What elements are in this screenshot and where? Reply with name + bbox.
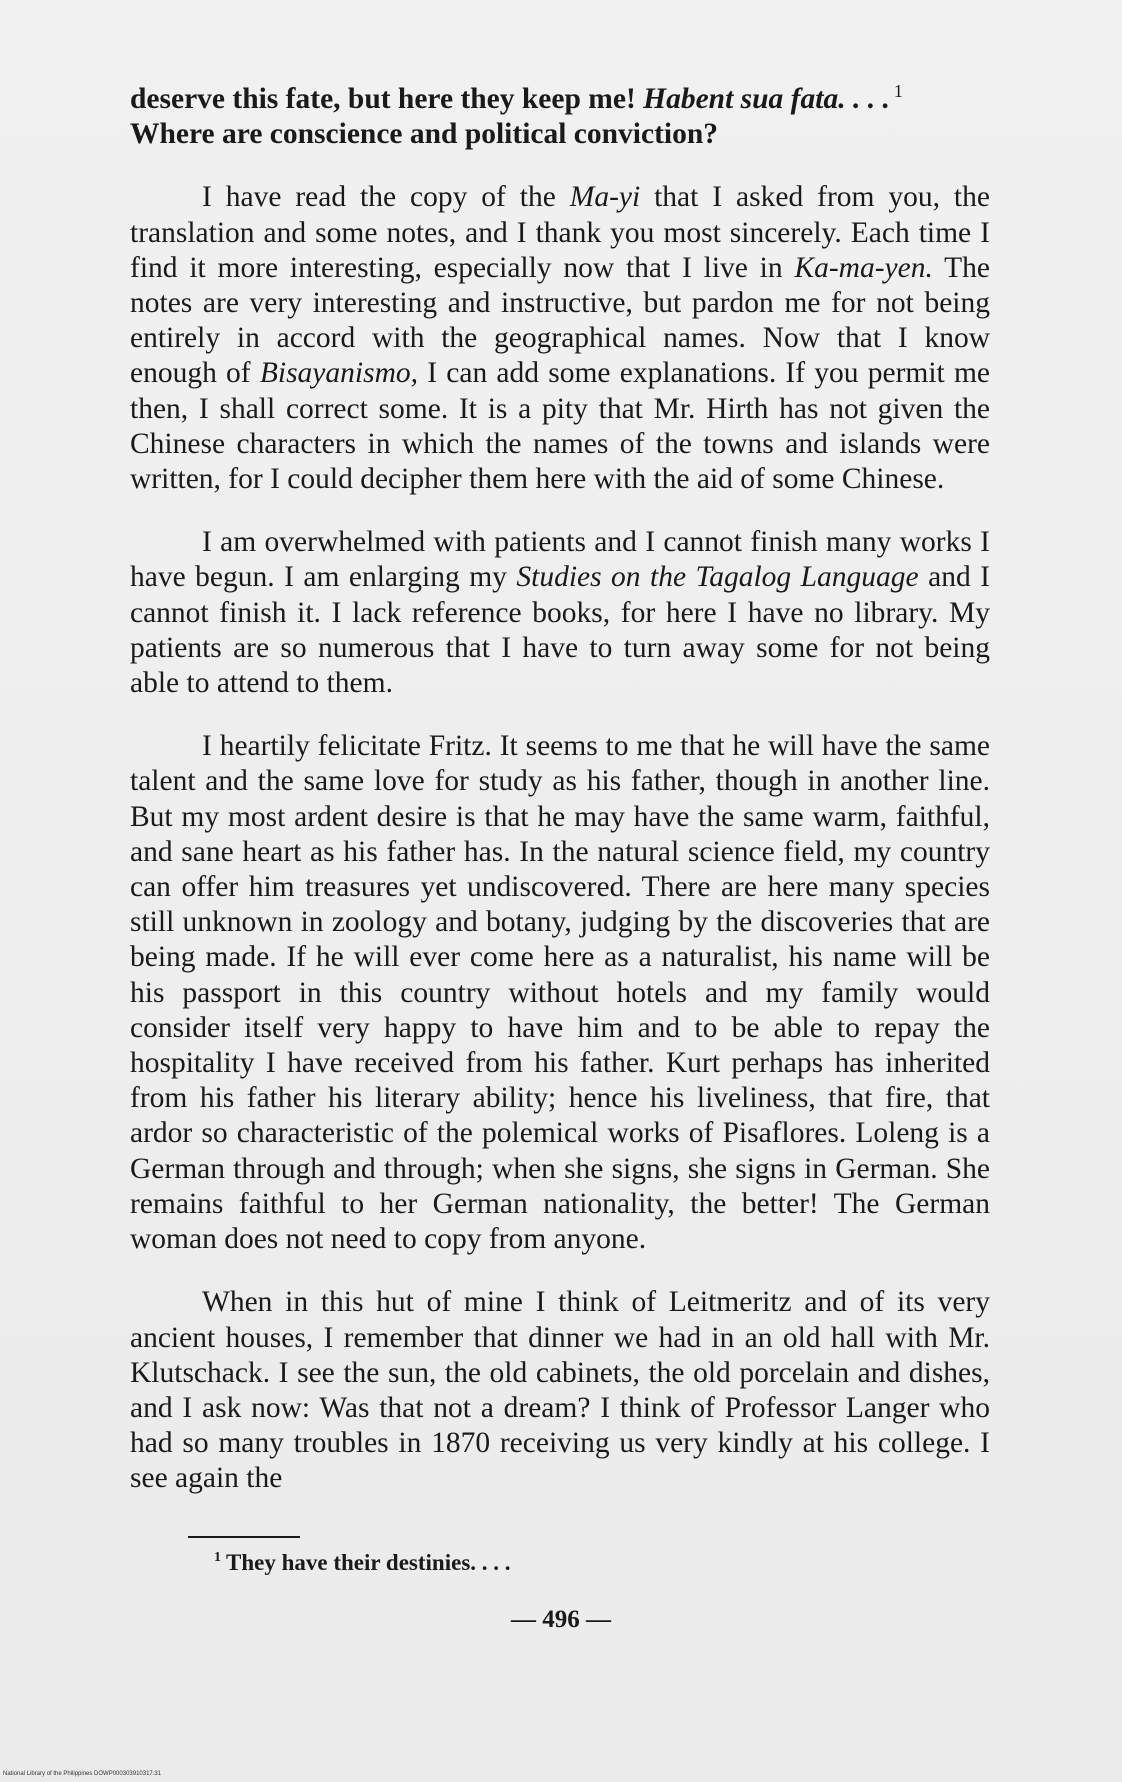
footnote-marker: 1: [214, 1550, 221, 1566]
latin-quote: Habent sua fata. . . .: [643, 83, 890, 115]
paragraph-2-text-2: that I asked from you, the translation and some notes, and I thank you most sincerely. Each time I find it more interesting, especially now that I live in: [130, 181, 990, 284]
paragraph-4: I heartily felicitate Fritz. It seems to me that he will have the same talent and the same love for study as his father, though in another line. But my most ardent desire is that he may have the same warm, faithful, and sane heart as his father has. In the natural science field, my country can offer him treasures yet undiscovered. There are here many species still unknown in zoology and botany, judging by the discoveries that are being made. If he will ever come here as a naturalist, his name will be his passport in this country without hotels and my family would consider itself very happy to have him and to be able to repay the hospitality I have received from his father. Kurt perhaps has inherited from his father his literary ability; hence his liveliness, that fire, that ardor so characteristic of the polemical works of Pisaflores. Loleng is a German through and through; when she signs, she signs in German. She remains faithful to her German nationality, the better! The German woman does not need to copy from anyone.: [130, 730, 990, 1256]
paragraph-2: [130, 180, 990, 497]
paragraph-1: [130, 82, 990, 152]
place-ka-ma-yen: Ka-ma-yen.: [794, 251, 933, 284]
scan-stamp: National Library of the Philippines DOWP000303910317.31: [3, 1771, 162, 1777]
footnote-text: They have their destinies. . . .: [226, 1550, 511, 1575]
title-tagalog-studies: Studies on the Tagalog Language: [516, 561, 919, 594]
paragraph-2-text-3: The notes are very interesting and instructive, but pardon me for not being entirely in accord with the geographical names. Now that I know enough of: [130, 251, 990, 390]
body-text: [130, 82, 990, 1497]
paragraph-2-text-1: I have read the copy of the: [202, 181, 570, 214]
paragraph-2-text-4: I can add some explanations. If you permit me then, I shall correct some. It is a pity that Mr. Hirth has not given the Chinese characters in which the names of the towns and islands were written, for I could decipher them here with the aid of some Chinese.: [130, 357, 990, 496]
paragraph-5: When in this hut of mine I think of Leitmeritz and of its very ancient houses, I remember that dinner we had in an old hall with Mr. Klutschack. I see the sun, the old cabinets, the old porcelain and dishes, and I ask now: Was that not a dream? I think of Professor Langer who had so many troubles in 1870 receiving us very kindly at his college. I see again the: [130, 1286, 990, 1495]
paragraph-3: [130, 525, 990, 701]
footnote-reference: 1: [893, 81, 903, 102]
paragraph-1-bold-text: deserve this fate, but here they keep me!: [130, 83, 644, 115]
page-number: — 496 —: [511, 1606, 611, 1633]
paragraph-3-text-2: and I cannot finish it. I lack reference books, for here I have no library. My patients are so numerous that I have to turn away some for not being able to attend to them.: [130, 561, 990, 700]
paragraph-1-rest: Where are conscience and political conviction?: [130, 118, 719, 151]
term-bisayanismo: Bisayanismo,: [259, 357, 419, 390]
paragraph-3-text-1: I am overwhelmed with patients and I cannot finish many works I have begun. I am enlarging my: [130, 526, 990, 594]
title-ma-yi: Ma-yi: [569, 181, 641, 214]
footnote: [214, 1549, 934, 1577]
footnote-divider: [188, 1536, 300, 1538]
